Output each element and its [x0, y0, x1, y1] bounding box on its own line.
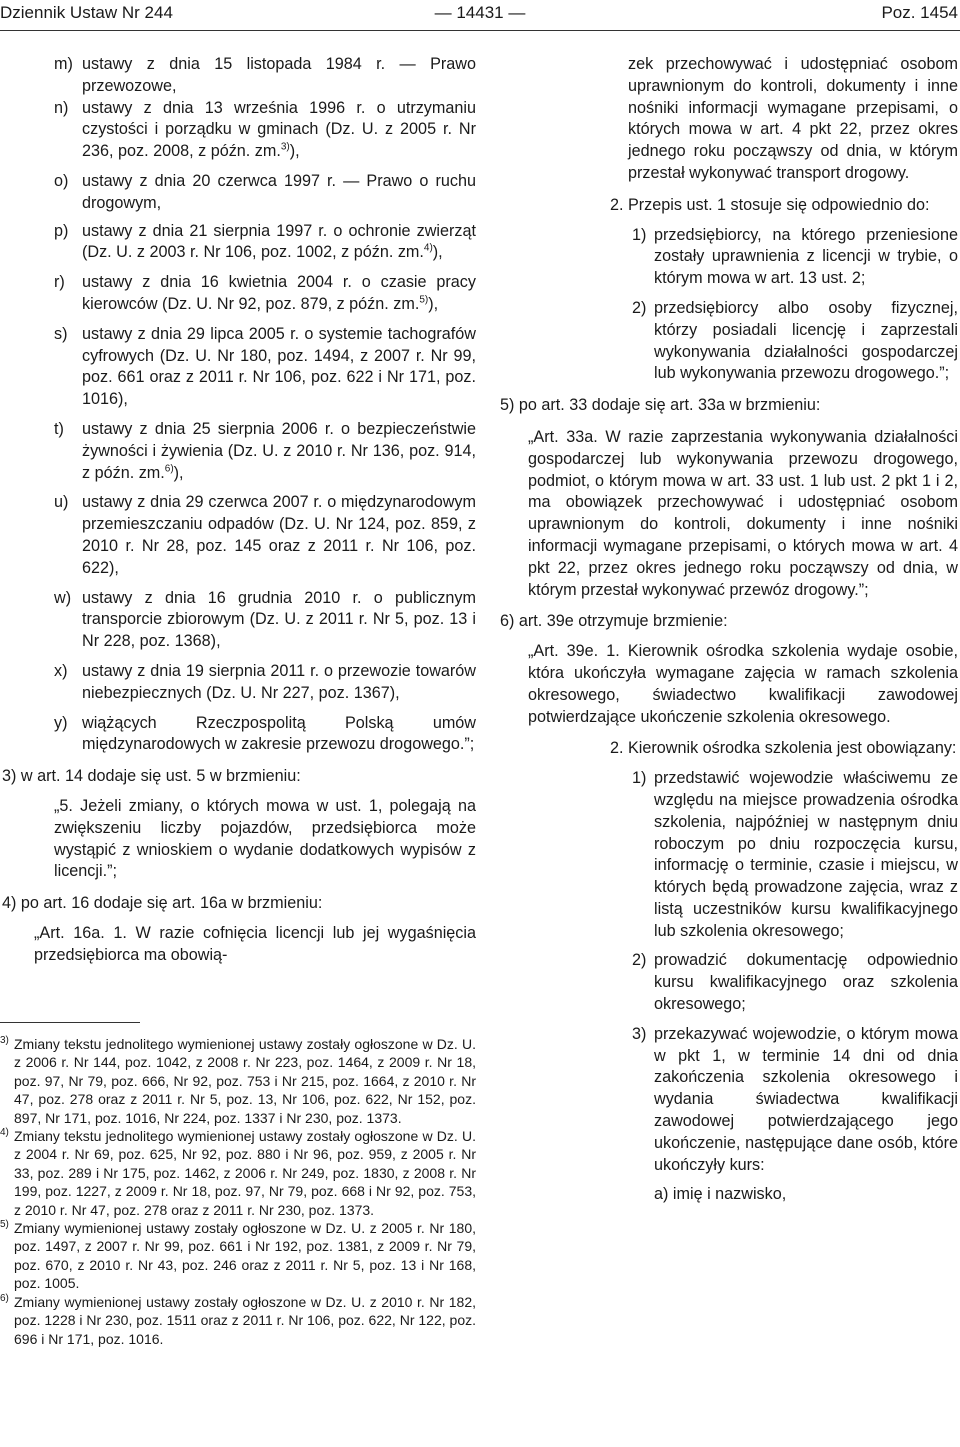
page-header: [0, 0, 960, 34]
point-3-quote: „5. Jeżeli zmiany, o których mowa w ust. 1, polegają na zwiększeniu liczby pojazdów, przedsiębiorca może wystąpić z wnioskiem o wydanie dodatkowych wypisów z licencji.”;: [54, 796, 476, 881]
list-item: 1) przedstawić wojewodzie właściwemu ze względu na miejsce prowadzenia ośrodka szkolenia, najpóźniej w następnym dniu roboczym po dniu rozpoczęcia kursu, informację o terminie, czasie i miejscu, w których będą prowadzone zajęcia, wraz z listą uczestników kursu kwalifikacyjnego lub szkolenia okresowego;: [632, 769, 958, 940]
list-item: 2) przedsiębiorcy albo osoby fizycznej, którzy posiadali licencję i zaprzestali wykonywania działalności gospodarczej lub wykonywania przewozu drogowego.”;: [632, 298, 958, 383]
footnote-rule: [0, 1022, 140, 1023]
list-item: 2) prowadzić dokumentację odpowiednio kursu kwalifikacyjnego oraz szkolenia okresowego;: [632, 951, 958, 1014]
page-number: — 14431 —: [434, 3, 526, 22]
footnote: 6) Zmiany wymienionej ustawy zostały ogłoszone w Dz. U. z 2010 r. Nr 182, poz. 1228 i Nr 230, poz. 1511 oraz z 2011 r. Nr 106, poz. 622, Nr 122, poz. 696 i Nr 171, poz. 1016.: [0, 1292, 476, 1347]
list-item: m) ustawy z dnia 15 listopada 1984 r. — Prawo przewozowe,: [54, 55, 476, 95]
list-item: s) ustawy z dnia 29 lipca 2005 r. o systemie tachografów cyfrowych (Dz. U. Nr 180, poz. 1494, z 2007 r. Nr 99, poz. 661 oraz z 2011 r. Nr 106, poz. 622 i Nr 171, poz. 1016),: [54, 324, 476, 409]
left-column: [2, 54, 476, 966]
point-6-quote: „Art. 39e. 1. Kierownik ośrodka szkolenia wydaje osobie, która ukończyła wymagane zajęcia w ramach szkolenia okresowego, świadectwo kwalifikacji zawodowej potwierdzające ukończenie szkolenia okresowego.: [528, 642, 958, 726]
list-item: r) ustawy z dnia 16 kwietnia 2004 r. o czasie pracy kierowców (Dz. U. Nr 92, poz. 879, z późn. zm.$^{5)}$),: [54, 273, 476, 313]
footnote: 3) Zmiany tekstu jednolitego wymienionej ustawy zostały ogłoszone w Dz. U. z 2006 r. Nr 144, poz. 1042, z 2008 r. Nr 223, poz. 1464, z 2009 r. Nr 18, poz. 97, Nr 79, poz. 666, Nr 92, poz. 753 i Nr 215, poz. 1664, z 2010 r. Nr 47, poz. 278 oraz z 2011 r. Nr 5, poz. 13, Nr 106, poz. 622, Nr 152, poz. 897, Nr 171, poz. 1016, Nr 224, poz. 1337 i Nr 230, poz. 1373.: [0, 1035, 476, 1126]
point-3: 3) w art. 14 dodaje się ust. 5 w brzmieniu:: [2, 767, 301, 786]
list-item: u) ustawy z dnia 29 czerwca 2007 r. o międzynarodowym przemieszczaniu odpadów (Dz. U. Nr 124, poz. 859, z 2010 r. Nr 28, poz. 145 oraz z 2011 r. Nr 106, poz. 622),: [54, 493, 476, 577]
point-6: 6) art. 39e otrzymuje brzmienie:: [500, 612, 728, 631]
point-5-quote: „Art. 33a. W razie zaprzestania wykonywania działalności gospodarczej lub wykonywania przewozu drogowego, podmiot, o którym mowa w art. 33 ust. 1 lub ust. 2 pkt 1 i 2, ma obowiązek przechowywać i udostępniać osobom uprawnionym do kontroli, dokumenty i inne nośniki informacji wymagane przepisami, o których mowa w art. 4 pkt 22, przez okres jednego roku począwszy od dnia, w którym przestał wykonywać przewóz drogowy.”;: [528, 427, 958, 599]
list-item: w) ustawy z dnia 16 grudnia 2010 r. o publicznym transporcie zbiorowym (Dz. U. z 2011 r. Nr 5, poz. 13 i Nr 228, poz. 1368),: [54, 588, 476, 651]
footnotes: [0, 1022, 476, 1348]
list-item: 1) przedsiębiorcy, na którego przeniesione zostały uprawnienia z licencji w trybie, o którym mowa w art. 13 ust. 2;: [632, 225, 958, 288]
journal-title: Dziennik Ustaw Nr 244: [0, 3, 173, 22]
point-4: 4) po art. 16 dodaje się art. 16a w brzmieniu:: [2, 894, 323, 913]
list-item: x) ustawy z dnia 19 sierpnia 2011 r. o przewozie towarów niebezpiecznych (Dz. U. Nr 227, poz. 1367),: [54, 661, 476, 702]
list-item: 3) przekazywać wojewodzie, o którym mowa w pkt 1, w terminie 14 dni od dnia zakończenia szkolenia okresowego i wydania świadectwa kwalifikacji zawodowej potwierdzającego jego ukończenie, następujące dane osób, które ukończyły kurs:: [632, 1024, 958, 1174]
point-5: 5) po art. 33 dodaje się art. 33a w brzmieniu:: [500, 396, 821, 415]
continuation-text: zek przechowywać i udostępniać osobom uprawnionym do kontroli, dokumenty i inne nośniki informacji wymagane przepisami, o których mowa w art. 4 pkt 22, przez okres jednego roku począwszy od dnia, w którym przestał wykonywać transport drogowy.: [628, 55, 958, 182]
list-item: p) ustawy z dnia 21 sierpnia 1997 r. o ochronie zwierząt (Dz. U. z 2003 r. Nr 106, poz. 1002, z późn. zm.$^{4)}$),: [54, 221, 476, 262]
footnote: 4) Zmiany tekstu jednolitego wymienionej ustawy zostały ogłoszone w Dz. U. z 2004 r. Nr 69, poz. 625, Nr 92, poz. 880 i Nr 96, poz. 959, z 2005 r. Nr 33, poz. 289 i Nr 175, poz. 1462, z 2006 r. Nr 249, poz. 1830, z 2008 r. Nr 199, poz. 1227, z 2009 r. Nr 18, poz. 97, Nr 79, poz. 668 i Nr 92, poz. 753, z 2010 r. Nr 47, poz. 278 oraz z 2011 r. Nr 230, poz. 1373.: [0, 1127, 476, 1218]
list-item: o) ustawy z dnia 20 czerwca 1997 r. — Prawo o ruchu drogowym,: [54, 171, 476, 212]
list-item: t) ustawy z dnia 25 sierpnia 2006 r. o bezpieczeństwie żywności i żywienia (Dz. U. z 2010 r. Nr 136, poz. 914, z późn. zm.$^{6)}$),: [54, 419, 476, 482]
footnote: 5) Zmiany wymienionej ustawy zostały ogłoszone w Dz. U. z 2005 r. Nr 180, poz. 1497, z 2007 r. Nr 99, poz. 661 i Nr 192, poz. 1381, z 2009 r. Nr 79, poz. 670, z 2010 r. Nr 43, poz. 246 oraz z 2011 r. Nr 5, poz. 13 i Nr 168, poz. 1005.: [0, 1219, 476, 1292]
sub-item-a: a) imię i nazwisko,: [654, 1185, 787, 1204]
point-6-ust-2: 2. Kierownik ośrodka szkolenia jest obowiązany:: [610, 739, 957, 758]
position-number: Poz. 1454: [881, 3, 958, 22]
point-4-quote: „Art. 16a. 1. W razie cofnięcia licencji lub jej wygaśnięcia przedsiębiorca ma obowią-: [34, 923, 476, 964]
list-item: y) wiążących Rzeczpospolitą Polską umów międzynarodowych w zakresie przewozu drogowego.”;: [54, 713, 476, 754]
ust-2: 2. Przepis ust. 1 stosuje się odpowiednio do:: [610, 195, 930, 214]
amendment-list: [54, 54, 476, 756]
right-column: [500, 54, 958, 1206]
header-rule: [0, 30, 960, 31]
list-item: n) ustawy z dnia 13 września 1996 r. o utrzymaniu czystości i porządku w gminach (Dz. U. z 2005 r. Nr 236, poz. 2008, z późn. zm.$^{3)}$),: [54, 98, 476, 161]
